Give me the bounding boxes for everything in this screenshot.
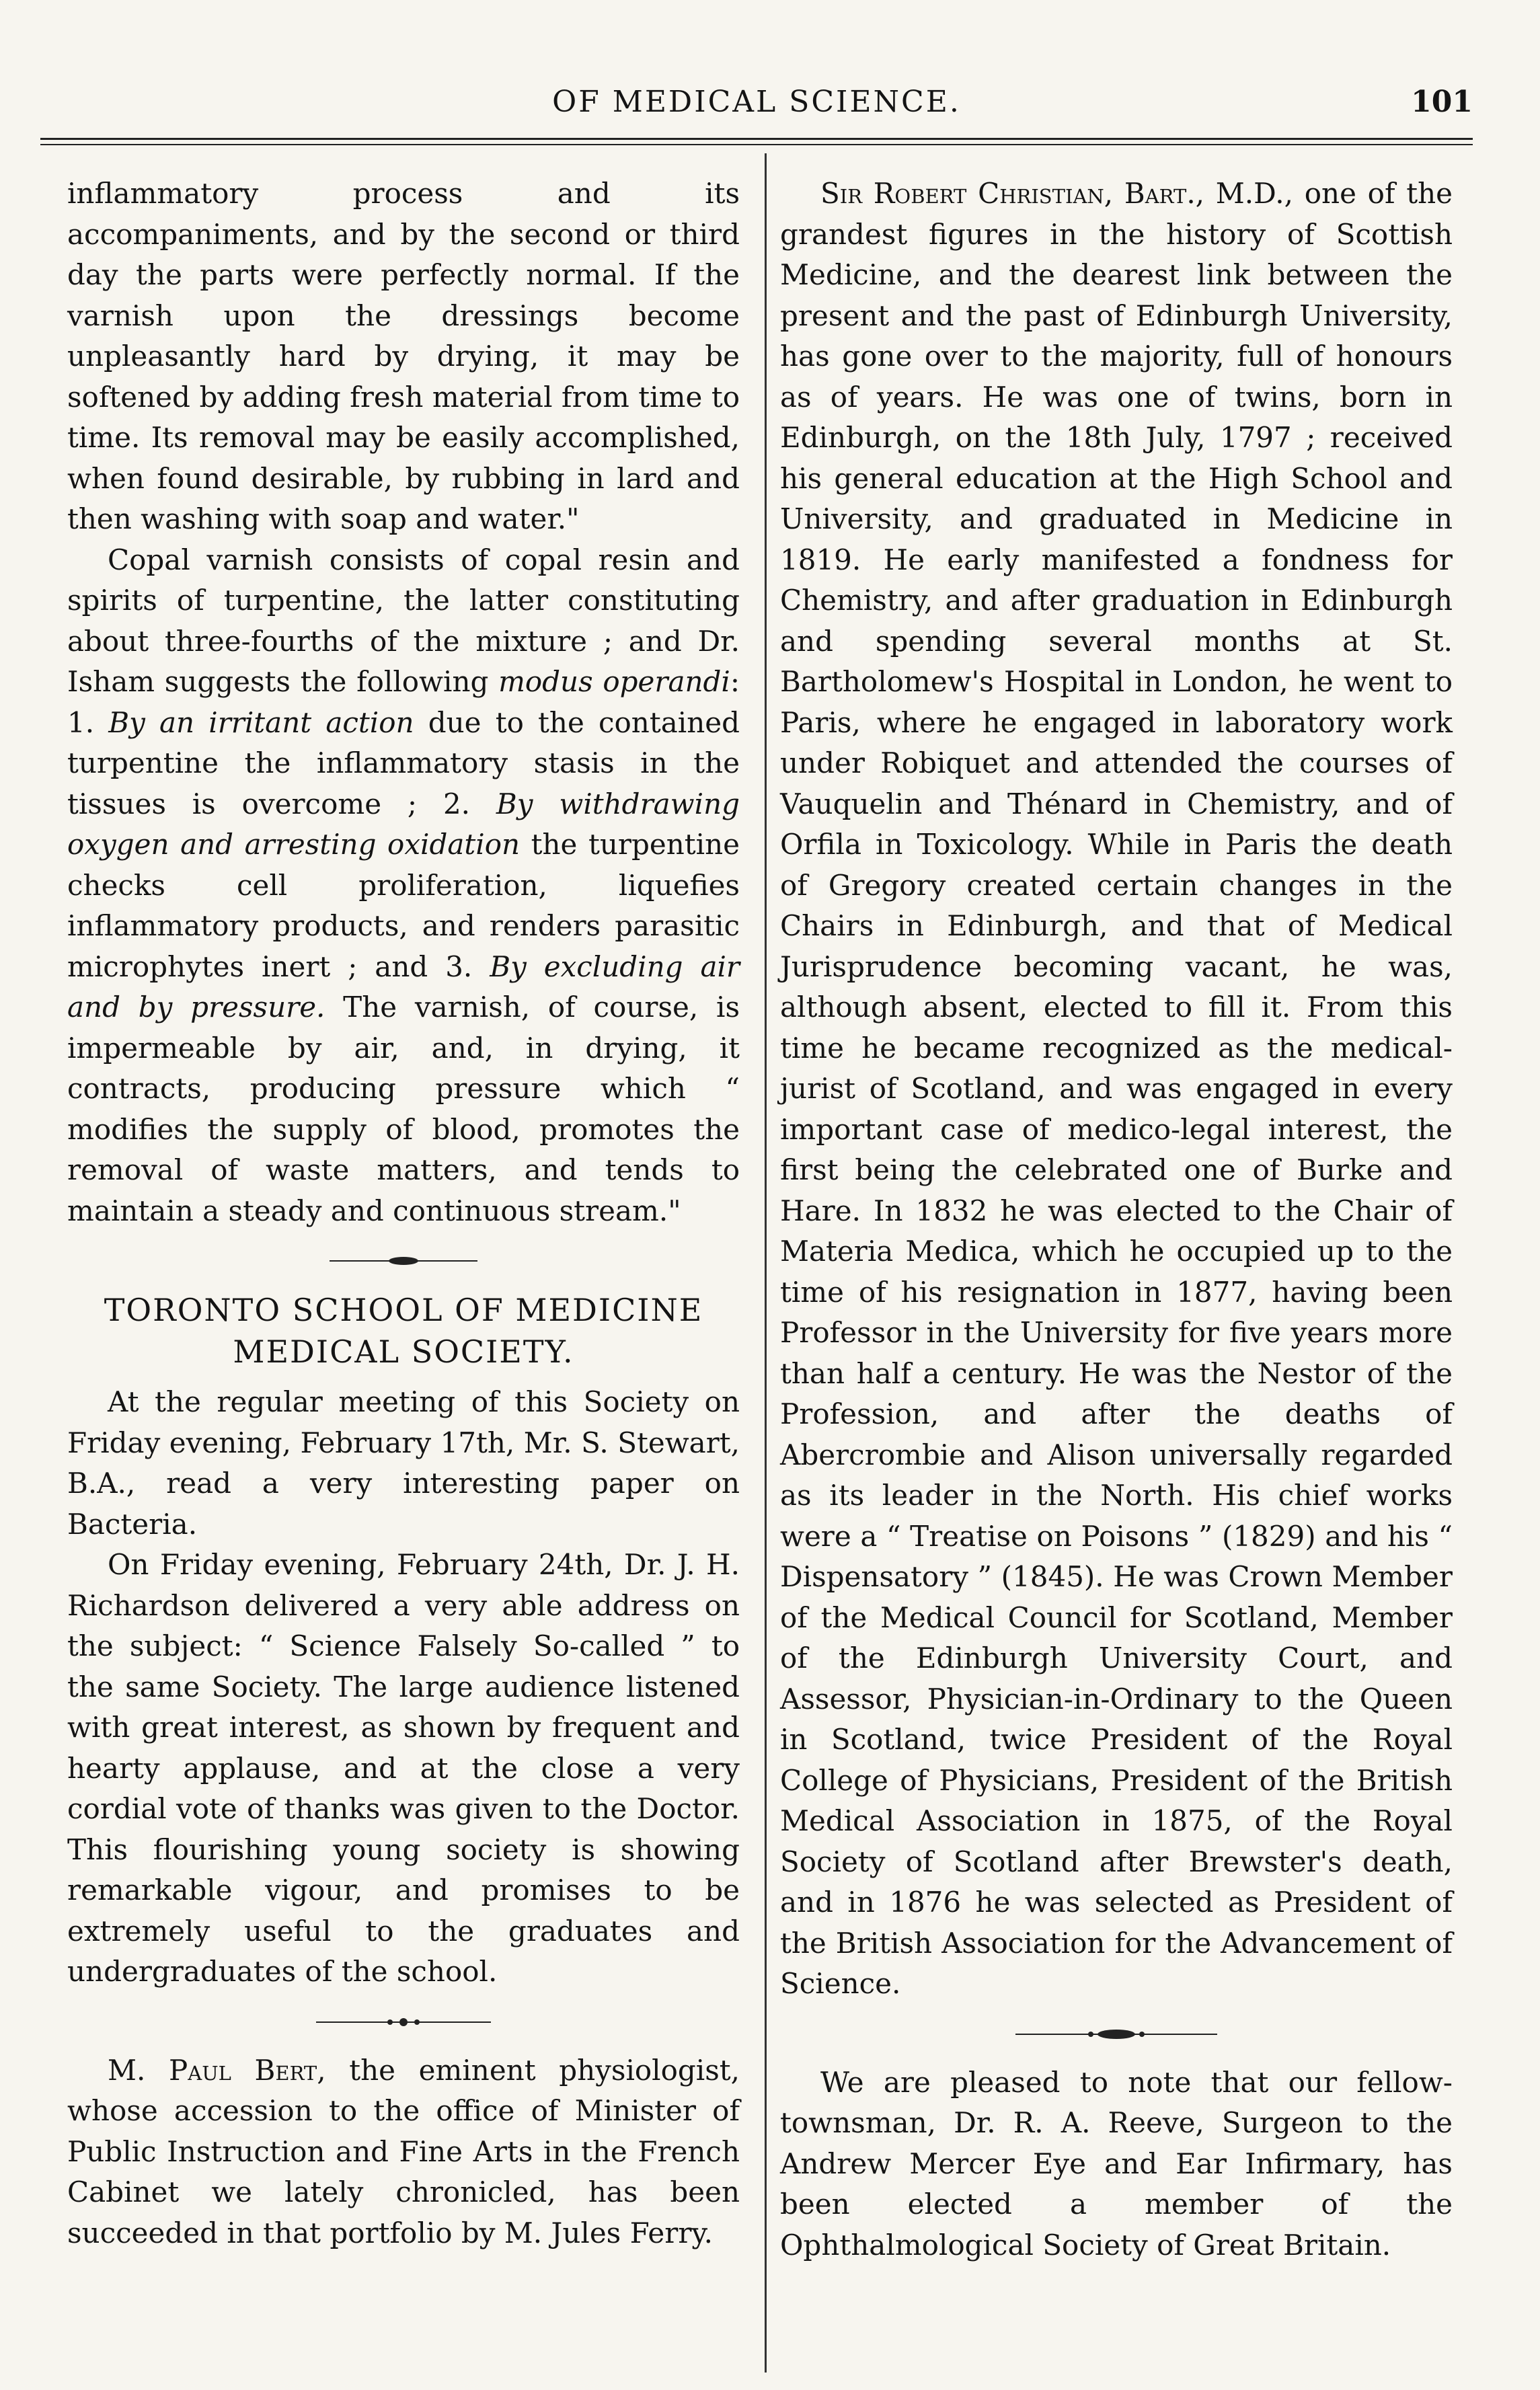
header-rule-thin [40, 144, 1473, 145]
running-header [40, 79, 1473, 126]
paragraph-copal-varnish: Copal varnish consists of copal resin and spirits of turpentine, the latter constituting about three-fourths of the mixture ; and Dr. Isham suggests the following modus operandi: 1. By an irritant action due to the contained turpentine the inflammatory stasis in the tissues is overcome ; 2. By withdrawing oxygen and arresting oxidation the turpentine checks cell proliferation, liquefies inflammatory products, and renders parasitic microphytes inert ; and 3. By excluding air and by pressure. The varnish, of course, is impermeable by air, and, in drying, it contracts, producing pressure which “ modifies the supply of blood, promotes the removal of waste matters, and tends to maintain a steady and continuous stream." [67, 543, 740, 1227]
paragraph-paul-bert: M. Paul Bert, the eminent physiologist, whose accession to the office of Minister of Public Instruction and Fine Arts in the French Cabinet we lately chronicled, has been succeeded in that portfolio by M. Jules Ferry. [67, 2053, 740, 2249]
paragraph-varnish-end: inflammatory process and its accompaniments, and by the second or third day the parts were perfectly normal. If the varnish upon the dressings become unpleasantly hard by drying, it may be softened by adding fresh material from time to time. Its removal may be easily accomplished, when found desirable, by rubbing in lard and then washing with soap and water." [67, 177, 740, 535]
section-title-line1: TORONTO SCHOOL OF MEDICINE [104, 1292, 703, 1328]
right-column [780, 174, 1453, 2266]
paragraph-richardson-address: On Friday evening, February 24th, Dr. J. H. Richardson delivered a very able address on the subject: “ Science Falsely So-called ” to the same Society. The large audience listened with great interest, as shown by frequent and hearty applause, and at the close a very cordial vote of thanks was given to the Doctor. This flourishing young society is showing remarkable vigour, and promises to be extremely useful to the graduates and undergraduates of the school. [67, 1548, 740, 1988]
page-number: 101 [1411, 85, 1473, 119]
header-rule [40, 138, 1473, 140]
ornament-divider-1 [67, 1250, 740, 1266]
paragraph-robert-christian: Sir Robert Christian, Bart., M.D., one of the grandest figures in the history of Scottish Medicine, and the dearest link between the present and the past of Edinburgh University, has gone over to the majority, full of honours as of years. He was one of twins, born in Edinburgh, on the 18th July, 1797 ; received his general education at the High School and University, and graduated in Medicine in 1819. He early manifested a fondness for Chemistry, and after graduation in Edinburgh and spending several months at St. Bartholomew's Hospital in London, he went to Paris, where he engaged in laboratory work under Robiquet and attended the courses of Vauquelin and Thénard in Chemistry, and of Orfila in Toxicology. While in Paris the death of Gregory created certain changes in the Chairs in Edinburgh, and that of Medical Jurisprudence becoming vacant, he was, although absent, elected to fill it. From this time he became recognized as the medical-jurist of Scotland, and was engaged in every important case of medico-legal interest, the first being the celebrated one of Burke and Hare. In 1832 he was elected to the Chair of Materia Medica, which he occupied up to the time of his resignation in 1877, having been Professor in the University for five years more than half a century. He was the Nestor of the Profession, and after the deaths of Abercrombie and Alison universally regarded as its leader in the North. His chief works were a “ Treatise on Poisons ” (1829) and his “ Dispensatory ” (1845). He was Crown Member of the Medical Council for Scotland, Member of the Edinburgh University Court, and Assessor, Physician-in-Ordinary to the Queen in Scotland, twice President of the Royal College of Physicians, President of the British Medical Association in 1875, of the Royal Society of Scotland after Brewster's death, and in 1876 he was selected as President of the British Association for the Advancement of Science. [780, 177, 1453, 2000]
ornament-divider-3 [780, 2023, 1453, 2040]
left-column [67, 174, 740, 2253]
ornament-divider-2 [67, 2011, 740, 2028]
running-title: OF MEDICAL SCIENCE. [552, 85, 961, 119]
column-divider [765, 153, 767, 2373]
paragraph-reeve: We are pleased to note that our fellow-townsman, Dr. R. A. Reeve, Surgeon to the Andrew Mercer Eye and Ear Infirmary, has been elected a member of the Ophthalmological Society of Great Britain. [780, 2065, 1453, 2262]
section-title-line2: MEDICAL SOCIETY. [233, 1334, 574, 1370]
paragraph-society-meeting: At the regular meeting of this Society on Friday evening, February 17th, Mr. S. Stewart, B.A., read a very interesting paper on Bacteria. [67, 1385, 740, 1541]
